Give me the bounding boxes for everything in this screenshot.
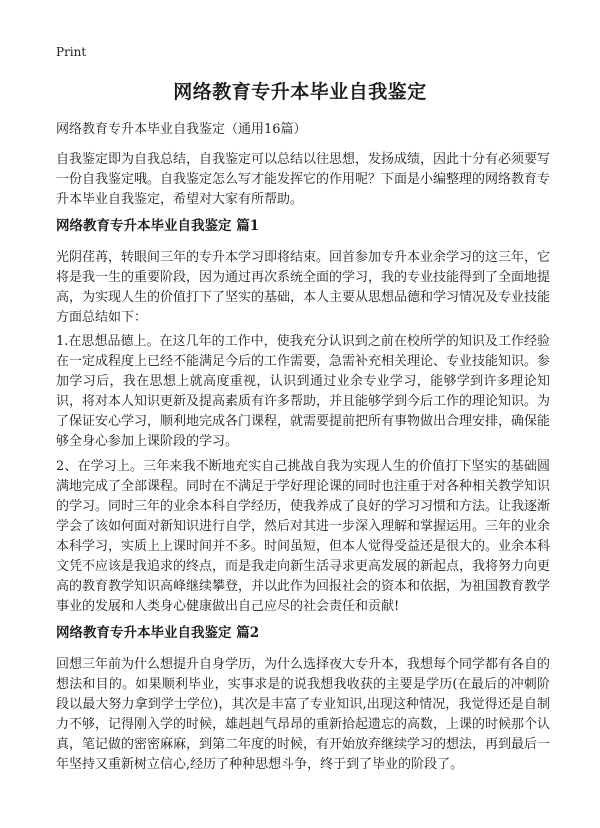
section-1-paragraph-1: 光阴荏苒，转眼间三年的专升本学习即将结束。回首参加专升本业余学习的这三年，它将是我一生的重要阶段，因为通过再次系统全面的学习，我的专业技能得到了全面地提高，为实现人生的价值打下了坚实的基础，本人主要从思想品德和学习情况及专业技能方面总结如下： bbox=[56, 250, 551, 325]
print-link[interactable]: Print bbox=[56, 45, 87, 59]
document-title: 网络教育专升本毕业自我鉴定 bbox=[173, 81, 427, 103]
section-1-paragraph-3: 2、在学习上。三年来我不断地充实自己挑战自我为实现人生的价值打下坚实的基础圆满地完成了全部课程。同时在不满足于学好理论课的同时也注重于对各种相关教学知识的学习。同时三年的业余本科自学经历，使我养成了良好的学习习惯和方法。让我逐渐学会了该如何面对新知识进行自学，然后对其进一步深入理解和掌握运用。三年的业余本科学习，实质上上课时间并不多。时间虽短，但本人觉得受益还是很大的。业余本科文凭不应该是我追求的终点，而是我走向新生活寻求更高发展的新起点，我将努力向更高的教育教学知识高峰继续攀登，并以此作为回报社会的资本和依据，为祖国教育教学事业的发展和人类身心健康做出自己应尽的社会责任和贡献! bbox=[56, 459, 551, 614]
section-heading-2: 网络教育专升本毕业自我鉴定 篇2 bbox=[56, 625, 260, 641]
section-2-paragraph-1: 回想三年前为什么想提升自身学历，为什么选择夜大专升本，我想每个同学都有各自的想法和目的。如果顺利毕业，实事求是的说我想我收获的主要是学历(在最后的冲刺阶段以最大努力拿到学士学位)，其次是丰富了专业知识,出现这种情况，我觉得还是自制力不够，记得刚入学的时候，雄赳赳气昂昂的重新拾起遗忘的高数，上课的时候那个认真，笔记做的密密麻麻，到第二年度的时候，有开始放弃继续学习的想法，再到最后一年坚持又重新树立信心,经历了种种思想斗争，终于到了毕业的阶段了。 bbox=[56, 657, 551, 772]
document-subtitle: 网络教育专升本毕业自我鉴定（通用16篇） bbox=[56, 122, 307, 137]
section-heading-1: 网络教育专升本毕业自我鉴定 篇1 bbox=[56, 218, 260, 234]
intro-paragraph: 自我鉴定即为自我总结，自我鉴定可以总结以往思想，发扬成绩，因此十分有必须要写一份自我鉴定哦。自我鉴定怎么写才能发挥它的作用呢？下面是小编整理的网络教育专升本毕业自我鉴定，希望对大家有所帮助。 bbox=[56, 152, 551, 207]
section-1-paragraph-2: 1.在思想品德上。在这几年的工作中，使我充分认识到之前在校所学的知识及工作经验在一定成程度上已经不能满足今后的工作需要，急需补充相关理论、专业技能知识。参加学习后，我在思想上就高度重视，认识到通过业余专业学习，能够学到许多理论知识，将对本人知识更新及提高素质有许多帮助，并且能够学到今后工作的理论知识。为了保证安心学习，顺利地完成各门课程，就需要提前把所有事物做出合理安排，确保能够全身心参加上课阶段的学习。 bbox=[56, 334, 551, 449]
